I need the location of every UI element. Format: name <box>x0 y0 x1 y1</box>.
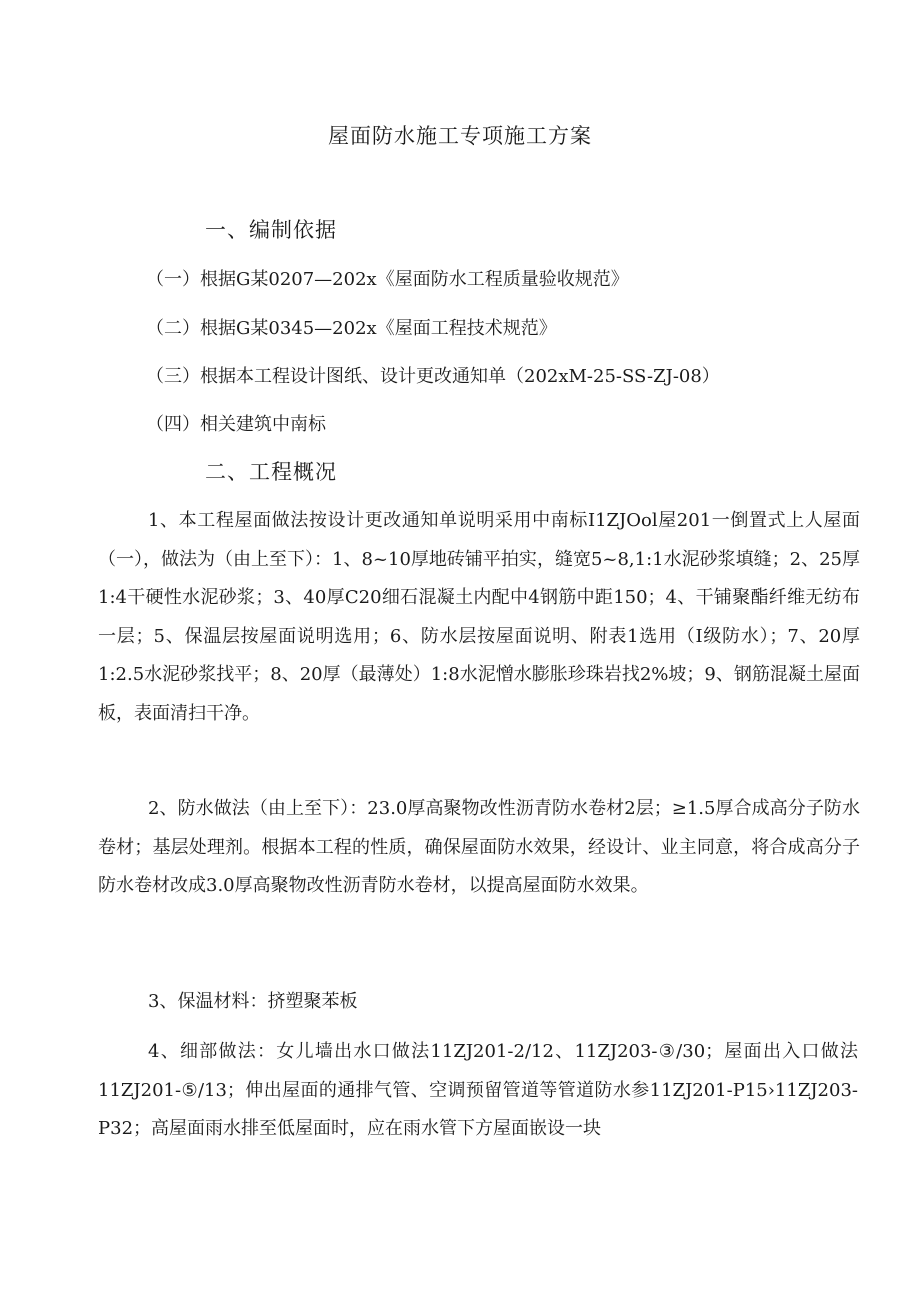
basis-item: （三）根据本工程设计图纸、设计更改通知单（202xM-25-SS-ZJ-08） <box>146 366 720 387</box>
section-heading-basis: 一、编制依据 <box>205 218 337 242</box>
basis-item: （四）相关建筑中南标 <box>146 414 326 435</box>
section-heading-overview: 二、工程概况 <box>205 460 337 484</box>
overview-paragraph-waterproofing: 2、防水做法（由上至下）：23.0厚高聚物改性沥青防水卷材2层；≥1.5厚合成高分子防水卷材；基层处理剂。根据本工程的性质，确保屋面防水效果，经设计、业主同意，将合成高分子防水卷材改成3.0厚高聚物改性沥青防水卷材，以提高屋面防水效果。 <box>98 798 860 896</box>
page-title: 屋面防水施工专项施工方案 <box>328 124 592 148</box>
basis-item: （一）根据G某0207—202x《屋面防水工程质量验收规范》 <box>146 269 629 290</box>
basis-item: （二）根据G某0345—202x《屋面工程技术规范》 <box>146 318 557 339</box>
overview-paragraph-insulation: 3、保温材料：挤塑聚苯板 <box>148 991 358 1012</box>
overview-paragraph-details: 4、细部做法：女儿墙出水口做法11ZJ201-2/12、11ZJ203-③/30；屋面出入口做法11ZJ201-⑤/13；伸出屋面的通排气管、空调预留管道等管道防水参11ZJ201-P15›11ZJ203-P32；高屋面雨水排至低屋面时，应在雨水管下方屋面嵌设一块 <box>98 1041 858 1139</box>
overview-paragraph-roof-method: 1、本工程屋面做法按设计更改通知单说明采用中南标I1ZJOol屋201一倒置式上人屋面（一），做法为（由上至下）：1、8~10厚地砖铺平拍实，缝宽5~8,1:1水泥砂浆填缝；2、25厚1:4干硬性水泥砂浆；3、40厚C20细石混凝土内配中4钢筋中距150；4、干铺聚酯纤维无纺布一层；5、保温层按屋面说明选用；6、防水层按屋面说明、附表1选用（I级防水）；7、20厚1:2.5水泥砂浆找平；8、20厚（最薄处）1:8水泥憎水膨胀珍珠岩找2%坡；9、钢筋混凝土屋面板，表面清扫干净。 <box>98 510 860 724</box>
